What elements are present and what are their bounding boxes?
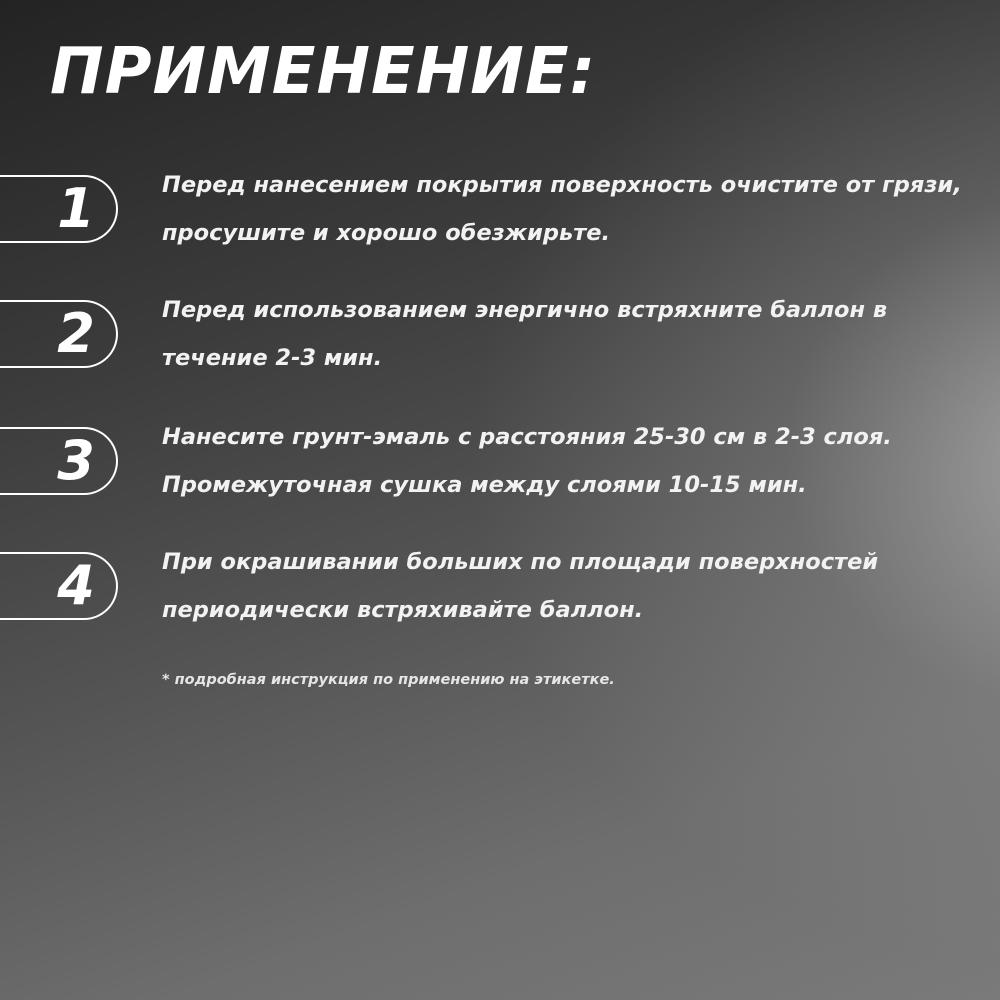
page-title: ПРИМЕНЕНИЕ: (50, 35, 597, 109)
step-number: 2 (57, 302, 95, 365)
step-text: При окрашивании больших по площади поверхностей периодически встряхивайте баллон. (162, 549, 879, 623)
step-number: 4 (57, 554, 95, 617)
step-2 (0, 297, 1000, 372)
step-3 (0, 424, 1000, 499)
step-number: 3 (57, 429, 95, 492)
footnote: * подробная инструкция по применению на этикетке. (162, 672, 615, 688)
step-4 (0, 549, 1000, 624)
step-text: Перед использованием энергично встряхните баллон в течение 2-3 мин. (162, 297, 888, 371)
step-number: 1 (57, 177, 95, 240)
step-text: Нанесите грунт-эмаль с расстояния 25-30 см в 2-3 слоя. Промежуточная сушка между слоями 10-15 мин. (162, 424, 892, 498)
step-text: Перед нанесением покрытия поверхность очистите от грязи, просушите и хорошо обезжирьте. (162, 172, 962, 246)
step-1 (0, 172, 1000, 247)
